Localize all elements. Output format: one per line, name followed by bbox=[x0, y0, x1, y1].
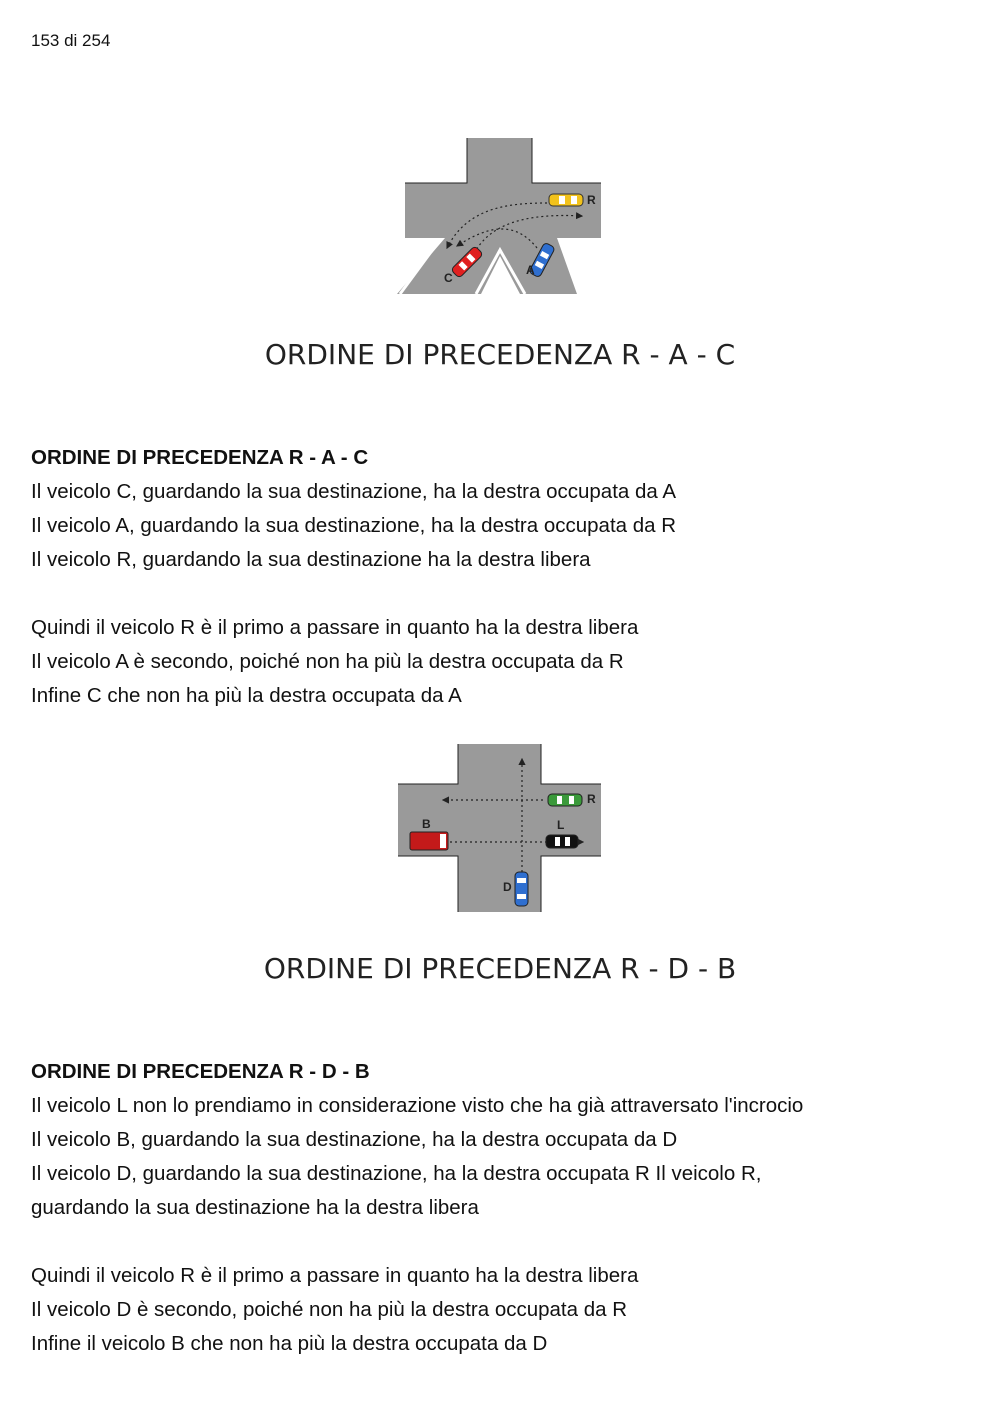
text-line: Il veicolo R, guardando la sua destinazione ha la destra libera bbox=[31, 548, 591, 571]
intersection-diagram-1 bbox=[397, 138, 601, 294]
road-surface bbox=[397, 138, 601, 294]
car-l bbox=[546, 835, 578, 848]
label-r: R bbox=[587, 792, 596, 806]
figure-title-2: ORDINE DI PRECEDENZA R - D - B bbox=[263, 952, 737, 985]
conclusion-line: Infine C che non ha più la destra occupata da A bbox=[31, 684, 462, 707]
conclusion-line: Infine il veicolo B che non ha più la destra occupata da D bbox=[31, 1332, 548, 1355]
figure-title-1: ORDINE DI PRECEDENZA R - A - C bbox=[264, 338, 736, 371]
label-d: D bbox=[503, 880, 512, 894]
conclusion-line: Il veicolo D è secondo, poiché non ha più la destra occupata da R bbox=[31, 1298, 628, 1321]
car-d bbox=[515, 872, 528, 906]
label-a: A bbox=[526, 263, 535, 277]
label-r: R bbox=[587, 193, 596, 207]
intersection-diagram-2 bbox=[398, 744, 601, 912]
text-line: Il veicolo L non lo prendiamo in considerazione visto che ha già attraversato l'incrocio bbox=[31, 1094, 804, 1117]
label-c: C bbox=[444, 271, 453, 285]
car-r bbox=[549, 194, 583, 206]
explanation-section-2 bbox=[31, 1055, 971, 1361]
label-b: B bbox=[422, 817, 431, 831]
conclusion-line: Quindi il veicolo R è il primo a passare in quanto ha la destra libera bbox=[31, 1264, 639, 1287]
text-line: Il veicolo D, guardando la sua destinazione, ha la destra occupata R Il veicolo R, bbox=[31, 1162, 762, 1185]
label-l: L bbox=[557, 818, 565, 832]
car-r bbox=[548, 794, 582, 806]
section-heading-2: ORDINE DI PRECEDENZA R - D - B bbox=[31, 1060, 370, 1083]
text-line: Il veicolo B, guardando la sua destinazione, ha la destra occupata da D bbox=[31, 1128, 678, 1151]
section-heading-1: ORDINE DI PRECEDENZA R - A - C bbox=[31, 446, 369, 469]
explanation-section-1 bbox=[31, 441, 971, 713]
text-line: guardando la sua destinazione ha la destra libera bbox=[31, 1196, 479, 1219]
text-line: Il veicolo C, guardando la sua destinazione, ha la destra occupata da A bbox=[31, 480, 677, 503]
conclusion-line: Quindi il veicolo R è il primo a passare in quanto ha la destra libera bbox=[31, 616, 639, 639]
conclusion-line: Il veicolo A è secondo, poiché non ha più la destra occupata da R bbox=[31, 650, 624, 673]
text-line: Il veicolo A, guardando la sua destinazione, ha la destra occupata da R bbox=[31, 514, 677, 537]
page-number: 153 di 254 bbox=[31, 31, 111, 50]
